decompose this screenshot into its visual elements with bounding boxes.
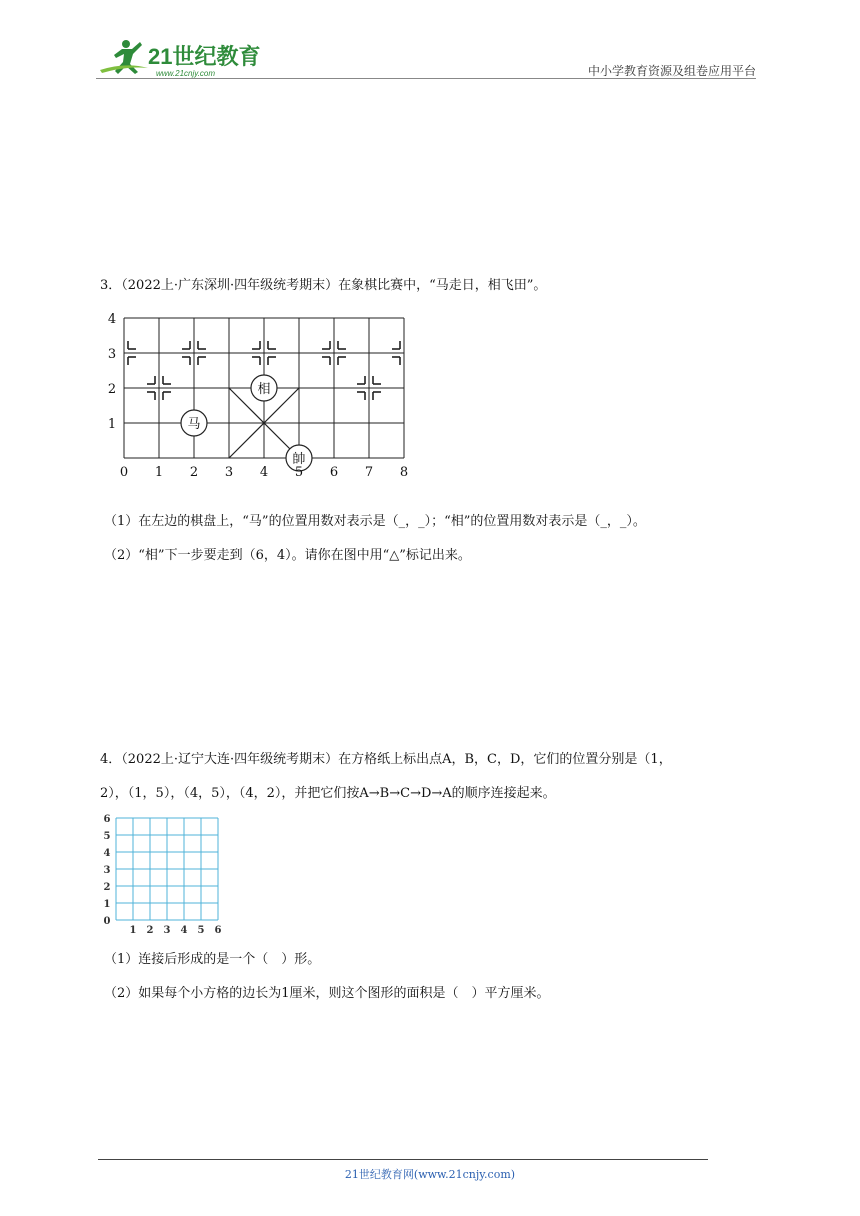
x-tick-label: 4	[259, 465, 269, 480]
coordinate-grid-diagram	[98, 812, 228, 941]
y-tick-label: 4	[103, 848, 111, 859]
x-tick-label: 8	[399, 465, 409, 480]
q4-sub2: （2）如果每个小方格的边长为1厘米，则这个图形的面积是（ ）平方厘米。	[104, 986, 550, 1001]
x-tick-label: 1	[154, 465, 164, 480]
piece-ma-label: 马	[187, 417, 201, 432]
y-tick-label: 2	[103, 882, 111, 893]
footer-divider	[98, 1159, 708, 1160]
x-tick-label: 3	[163, 925, 171, 936]
y-tick-label: 1	[107, 417, 117, 432]
piece-xiang	[251, 375, 277, 401]
x-tick-label: 2	[146, 925, 154, 936]
y-tick-label: 6	[103, 814, 111, 825]
q3-sub1: （1）在左边的棋盘上，“马”的位置用数对表示是（_，_）；“相”的位置用数对表示是（_，_）。	[104, 514, 646, 529]
x-tick-label: 5	[294, 465, 304, 480]
q4-stem-line1: 4．（2022上·辽宁大连·四年级统考期末）在方格纸上标出点A，B，C，D，它们的位置分别是（1，	[100, 752, 672, 767]
runner-icon	[100, 40, 148, 74]
y-tick-label: 5	[103, 831, 111, 842]
y-tick-label: 3	[107, 347, 117, 362]
brand-url: www.21cnjy.com	[156, 69, 215, 78]
x-tick-label: 5	[197, 925, 205, 936]
piece-shuai-label: 帥	[292, 452, 306, 467]
platform-label: 中小学教育资源及组卷应用平台	[587, 64, 756, 78]
x-tick-label: 6	[329, 465, 339, 480]
piece-ma	[181, 410, 207, 436]
q3-stem: 3．（2022上·广东深圳·四年级统考期末）在象棋比赛中，“马走日，相飞田”。	[100, 278, 547, 293]
piece-xiang-label: 相	[257, 382, 271, 397]
y-tick-label: 0	[103, 916, 111, 927]
x-tick-label: 7	[364, 465, 374, 480]
y-tick-label: 4	[107, 312, 117, 327]
footer-link[interactable]: 21世纪教育网(www.21cnjy.com)	[344, 1168, 516, 1181]
chess-board-diagram	[104, 308, 414, 484]
q4-sub1: （1）连接后形成的是一个（ ）形。	[104, 952, 321, 967]
x-tick-label: 1	[129, 925, 137, 936]
q4-stem-line2: 2），（1，5），（4，5），（4，2），并把它们按A→B→C→D→A的顺序连接起来。	[100, 786, 556, 801]
header-divider	[96, 78, 756, 79]
y-tick-label: 1	[103, 899, 111, 910]
brand-text: 21世纪教育	[148, 44, 261, 69]
x-tick-label: 3	[224, 465, 234, 480]
x-tick-label: 4	[180, 925, 188, 936]
brand-logo	[96, 36, 266, 80]
y-tick-label: 3	[103, 865, 111, 876]
y-tick-label: 2	[107, 382, 117, 397]
x-tick-label: 6	[214, 925, 222, 936]
x-tick-label: 2	[189, 465, 199, 480]
q3-sub2: （2）“相”下一步要走到（6，4）。请你在图中用“△”标记出来。	[104, 548, 471, 563]
x-tick-label: 0	[119, 465, 129, 480]
